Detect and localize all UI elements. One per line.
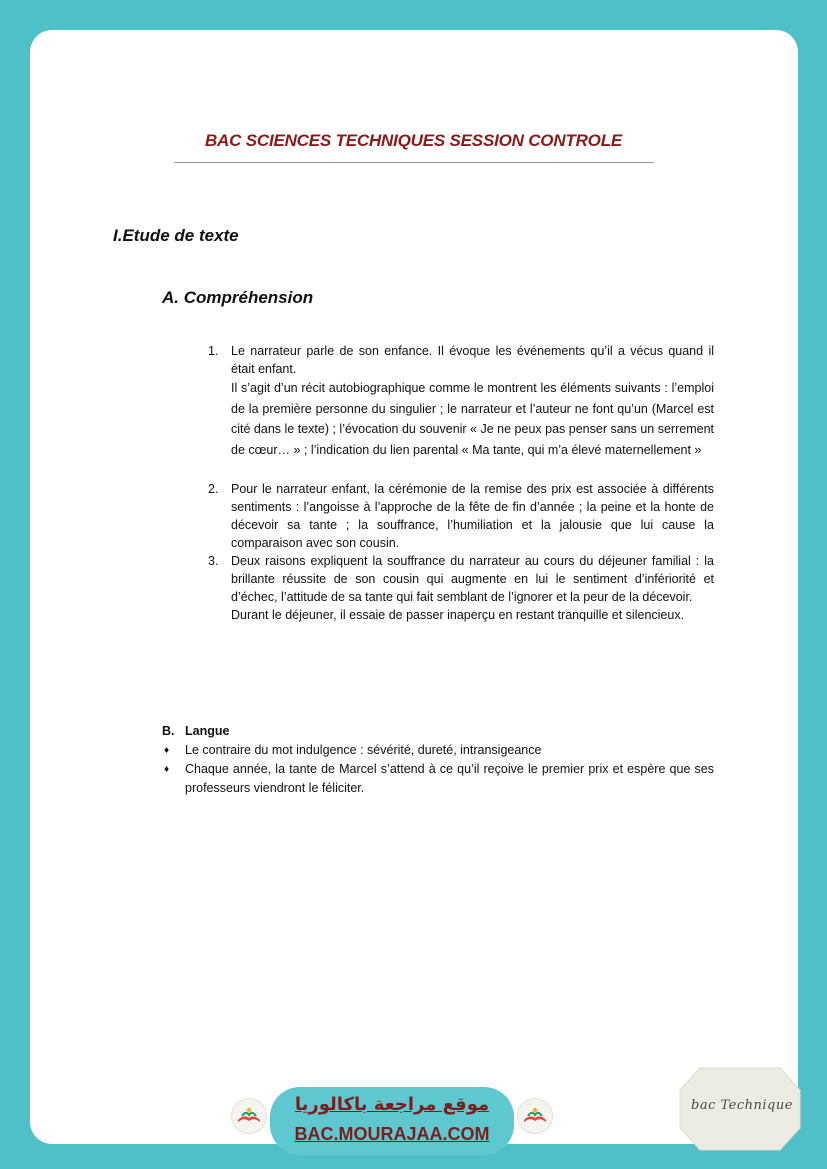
section-heading-etude: I.Etude de texte [113, 226, 239, 245]
langue-bullet-item [162, 760, 714, 798]
answer-item [208, 552, 714, 624]
langue-title: Langue [185, 724, 230, 738]
footer-arabic-link[interactable]: موقع مراجعة باكالوريا [294, 1094, 490, 1115]
document-title: BAC SCIENCES TECHNIQUES SESSION CONTROLE [204, 131, 623, 150]
answer-text: Il s’agit d’un récit autobiographique comme le montrent les éléments suivants : l’emploi de la première personne du singulier ; le narrateur et l’auteur ne font qu’un (Marcel est cité dans le texte) ; l’évocation du souvenir « Je ne peux pas penser sans un serrement de cœur… » ; l’indication du lien parental « Ma tante, qui m’a élevé maternellement » [231, 381, 714, 457]
answer-number: 3. [208, 554, 219, 568]
comprehension-answers [208, 342, 714, 624]
langue-section [162, 722, 714, 798]
answer-text: Deux raisons expliquent la souffrance du narrateur au cours du déjeuner familial : la brillante réussite de son cousin qui augmente en lui le sentiment d’infériorité et d’échec, l’attitude de sa tante qui fait semblant de l’ignorer et la peur de la décevoir. [231, 554, 714, 604]
answer-number: 1. [208, 344, 219, 358]
langue-bullet-text: Le contraire du mot indulgence : sévérité, dureté, intransigeance [185, 743, 542, 757]
answer-text: Durant le déjeuner, il essaie de passer inaperçu en restant tranquille et silencieux. [231, 608, 685, 622]
langue-heading [162, 722, 714, 741]
title-divider [174, 162, 654, 163]
langue-bullet-text: Chaque année, la tante de Marcel s’attend à ce qu’il reçoive le premier prix et espère que ses professeurs viendront le féliciter. [185, 762, 714, 795]
answer-item [208, 480, 714, 552]
diamond-bullet-icon: ♦ [164, 745, 170, 756]
answer-text: Pour le narrateur enfant, la cérémonie de la remise des prix est associée à différents sentiments : l’angoisse à l’approche de la fête de fin d’année ; la peine et la honte de décevoir sa tante ; la souffrance, l’humiliation et la jalousie que lui cause la comparaison avec son cousin. [231, 482, 714, 550]
footer-url-link[interactable]: BAC.MOURAJAA.COM [294, 1124, 490, 1144]
section-heading-comprehension: A. Compréhension [162, 288, 314, 307]
diamond-bullet-icon: ♦ [164, 764, 170, 775]
badge-text: bac Technique [691, 1098, 793, 1113]
langue-letter: B. [162, 724, 175, 738]
langue-bullet-item [162, 741, 714, 760]
site-logo-icon [517, 1098, 553, 1134]
answer-text: Le narrateur parle de son enfance. Il évoque les événements qu’il a vécus quand il était enfant. [231, 344, 714, 376]
answer-number: 2. [208, 482, 219, 496]
answer-item [208, 342, 714, 460]
site-logo-icon [231, 1098, 267, 1134]
